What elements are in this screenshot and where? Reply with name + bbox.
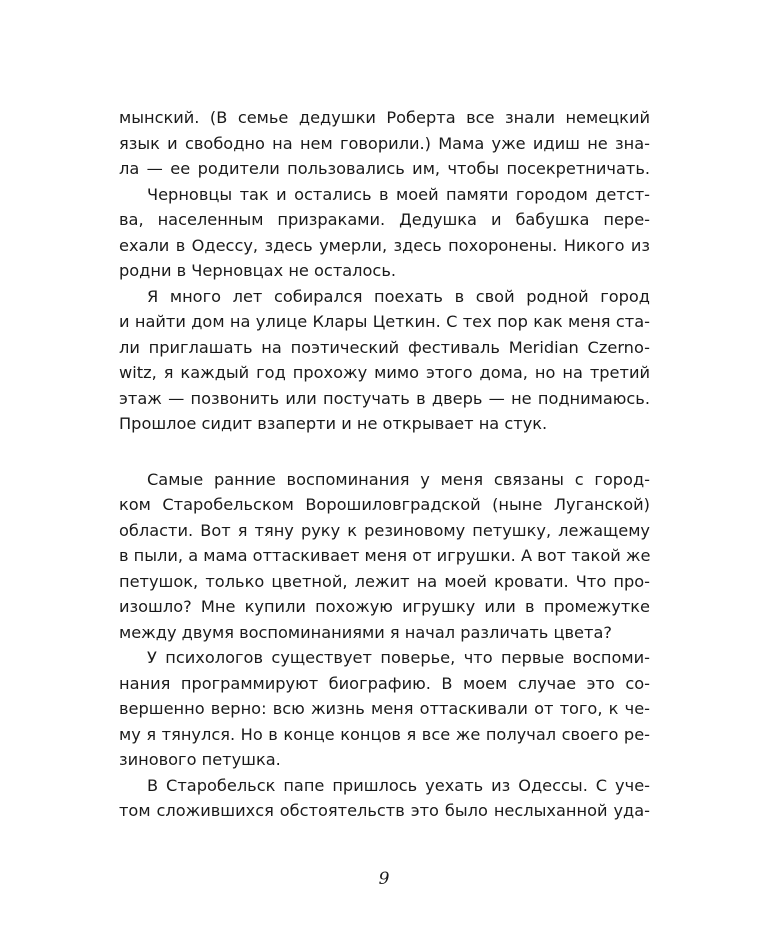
text-line: вершенно верно: всю жизнь меня оттаскивали от того, к че- [119, 699, 650, 718]
text-line: му я тянулся. Но в конце концов я все же получал своего ре- [119, 724, 650, 744]
text-line: Я много лет собирался поехать в свой родной город [147, 286, 650, 306]
text-line: ва, населенным призраками. Дедушка и бабушка пере- [119, 210, 650, 229]
text-line: У психологов существует поверье, что первые воспоми- [147, 648, 650, 667]
text-line: Самые ранние воспоминания у меня связаны с город- [147, 469, 650, 489]
text-line: и найти дом на улице Клары Цеткин. С тех пор как меня ста- [119, 312, 650, 331]
text-line: witz, я каждый год прохожу мимо этого дома, но на третий [119, 363, 650, 382]
text-line: язык и свободно на нем говорили.) Мама уже идиш не зна- [119, 133, 650, 153]
text-line: зинового петушка. [119, 750, 281, 769]
text-line: ла — ее родители пользовались им, чтобы посекретничать. [119, 159, 650, 178]
text-line: между двумя воспоминаниями я начал различать цвета? [119, 622, 612, 642]
text-line: Черновцы так и остались в моей памяти городом детст- [147, 184, 650, 204]
text-line: петушок, только цветной, лежит на моей кровати. Что про- [119, 571, 650, 591]
page-number: 9 [378, 869, 390, 889]
section-break [119, 437, 650, 467]
text-line: В Старобельск папе пришлось уехать из Одессы. С уче- [147, 775, 650, 795]
page-body [119, 105, 650, 824]
text-line: ехали в Одессу, здесь умерли, здесь похоронены. Никого из [119, 235, 650, 255]
text-line: нания программируют биографию. В моем случае это со- [119, 673, 650, 693]
text-line: изошло? Мне купили похожую игрушку или в промежутке [119, 597, 650, 616]
text-line: родни в Черновцах не осталось. [119, 261, 397, 280]
text-line: том сложившихся обстоятельств это было неслыханной уда- [119, 801, 650, 820]
text-line: этаж — позвонить или постучать в дверь — не поднимаюсь. [119, 388, 650, 408]
text-line: области. Вот я тяну руку к резиновому петушку, лежащему [119, 520, 650, 540]
text-line: Прошлое сидит взаперти и не открывает на стук. [119, 414, 548, 433]
text-line: ли приглашать на поэтический фестиваль Meridian Czerno- [119, 337, 650, 357]
text-line: ком Старобельском Ворошиловградской (ныне Луганской) [119, 495, 650, 514]
text-line: мынский. (В семье дедушки Роберта все знали немецкий [119, 108, 650, 127]
text-line: в пыли, а мама оттаскивает меня от игрушки. А вот такой же [119, 546, 651, 565]
